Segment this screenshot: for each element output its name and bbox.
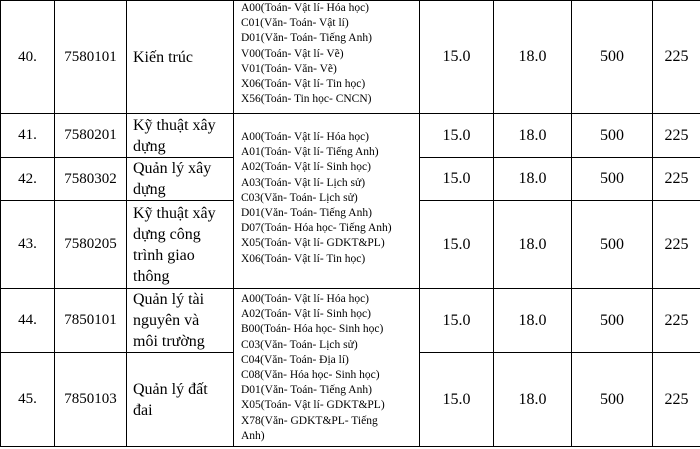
score-4: 225 [653, 289, 700, 353]
row-number: 42. [1, 158, 55, 201]
score-1: 15.0 [420, 353, 494, 447]
score-4: 225 [653, 353, 700, 447]
subject-combination: V00(Toán- Vật lí- Vẽ) [241, 47, 344, 60]
subject-combination: V01(Toán- Văn- Vẽ) [241, 62, 337, 75]
score-2: 18.0 [494, 158, 572, 201]
subject-combination: C01(Văn- Toán- Vật lí) [241, 17, 349, 30]
row-number: 41. [1, 114, 55, 158]
subject-combination: C08(Văn- Hóa học- Sinh học) [241, 369, 380, 382]
subject-combination: X56(Toán- Tin học- CNCN) [241, 93, 372, 106]
major-name-line: trình giao [133, 246, 195, 264]
subject-combination: A03(Toán- Vật lí- Lịch sử) [241, 176, 366, 189]
score-1: 15.0 [420, 289, 494, 353]
table-row [1, 1, 700, 114]
score-2: 18.0 [494, 1, 572, 114]
table-row [1, 114, 700, 158]
score-1: 15.0 [420, 114, 494, 158]
score-1: 15.0 [420, 158, 494, 201]
major-name [127, 353, 234, 447]
major-name [127, 114, 234, 158]
major-name-line: Kiến trúc [133, 48, 193, 66]
score-4: 225 [653, 158, 700, 201]
major-name [127, 289, 234, 353]
score-2: 18.0 [494, 201, 572, 289]
subject-combination: A00(Toán- Vật lí- Hóa học) [241, 131, 369, 143]
major-name-line: Quản lý tài [133, 291, 205, 308]
subject-combination: C04(Văn- Toán- Địa lí) [241, 353, 349, 366]
row-number: 40. [1, 1, 55, 114]
subject-combination: A00(Toán- Vật lí- Hóa học) [241, 293, 369, 305]
score-3: 500 [572, 158, 653, 201]
score-1: 15.0 [420, 1, 494, 114]
major-name-line: Quản lý đất [133, 380, 208, 398]
subject-combination: D07(Toán- Hóa học- Tiếng Anh) [241, 222, 392, 235]
subject-combination: D01(Văn- Toán- Tiếng Anh) [241, 207, 372, 220]
major-name-line: dựng [133, 181, 166, 198]
subject-combination: A01(Toán- Vật lí- Tiếng Anh) [241, 146, 379, 159]
score-4: 225 [653, 114, 700, 158]
major-name-line: dựng công [133, 225, 201, 243]
score-4: 225 [653, 1, 700, 114]
score-3: 500 [572, 114, 653, 158]
subject-combination: D01(Văn- Toán- Tiếng Anh) [241, 384, 372, 397]
major-name-line: Kỹ thuật xây [133, 204, 216, 222]
major-name-line: dựng [133, 137, 166, 155]
major-name-line: thông [133, 267, 170, 285]
major-name [127, 201, 234, 289]
row-number: 43. [1, 201, 55, 289]
major-code: 7580205 [55, 201, 127, 289]
subject-combination: X78(Văn- GDKT&PL- Tiếng [241, 414, 378, 427]
subject-combination: X06(Toán- Vật lí- Tin học) [241, 252, 366, 265]
major-code: 7850101 [55, 289, 127, 353]
subject-combination: X05(Toán- Vật lí- GDKT&PL) [241, 399, 385, 412]
subject-combination: C03(Văn- Toán- Lịch sử) [241, 338, 358, 351]
major-name [127, 158, 234, 201]
row-number: 44. [1, 289, 55, 353]
score-1: 15.0 [420, 201, 494, 289]
score-3: 500 [572, 201, 653, 289]
score-3: 500 [572, 1, 653, 114]
subject-combination: C03(Văn- Toán- Lịch sử) [241, 191, 358, 204]
subject-combinations [234, 1, 420, 114]
score-2: 18.0 [494, 289, 572, 353]
major-name-line: Kỹ thuật xây [133, 116, 216, 134]
major-name-line: môi trường [133, 333, 205, 350]
major-code: 7850103 [55, 353, 127, 447]
subject-combination: X05(Toán- Vật lí- GDKT&PL) [241, 237, 385, 250]
major-code: 7580101 [55, 1, 127, 114]
subject-combinations [234, 289, 420, 447]
score-3: 500 [572, 353, 653, 447]
score-4: 225 [653, 201, 700, 289]
major-name [127, 1, 234, 114]
subject-combination: A02(Toán- Vật lí- Sinh học) [241, 308, 371, 321]
subject-combinations [234, 114, 420, 289]
major-name-line: nguyên và [133, 312, 200, 329]
score-2: 18.0 [494, 353, 572, 447]
major-code: 7580201 [55, 114, 127, 158]
row-number: 45. [1, 353, 55, 447]
subject-combination: Anh) [241, 429, 265, 442]
subject-combination: X06(Toán- Vật lí- Tin học) [241, 78, 366, 91]
score-2: 18.0 [494, 114, 572, 158]
subject-combination: B00(Toán- Hóa học- Sinh học) [241, 323, 384, 336]
subject-combination: A02(Toán- Vật lí- Sinh học) [241, 161, 371, 174]
table-row [1, 289, 700, 353]
score-3: 500 [572, 289, 653, 353]
subject-combination: D01(Văn- Toán- Tiếng Anh) [241, 32, 372, 45]
major-code: 7580302 [55, 158, 127, 201]
major-name-line: đai [133, 401, 153, 419]
subject-combination: A00(Toán- Vật lí- Hóa học) [241, 2, 369, 14]
major-name-line: Quản lý xây [133, 160, 212, 177]
